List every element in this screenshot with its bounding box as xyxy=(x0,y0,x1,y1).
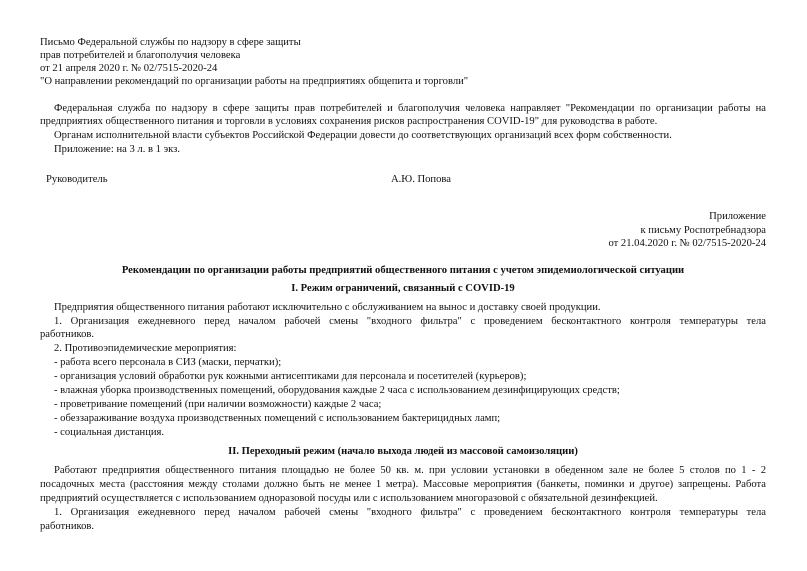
section-2-paragraph-1c: предприятий осуществляется с использованием одноразовой посуды или с использованием многоразовой с обязательной дезинфекцией. xyxy=(40,493,658,504)
section-1-heading: I. Режим ограничений, связанный с COVID-19 xyxy=(291,283,515,294)
header-line-3: от 21 апреля 2020 г. № 02/7515-2020-24 xyxy=(40,63,218,74)
list-item: - обеззараживание воздуха производственных помещений с использованием бактерицидных ламп; xyxy=(54,413,501,424)
section-2-paragraph-1b: посадочных места (расстояния между столами должно быть не менее 1 метра). Массовые мероприятия (банкеты, поминки и другое) запрещены. Работа xyxy=(40,479,766,490)
section-1-paragraph-3: 2. Противоэпидемические мероприятия: xyxy=(54,343,237,354)
section-2-paragraph-1a: Работают предприятия общественного питания площадью не более 50 кв. м. при условии установки в обеденном зале не более 5 столов по 1 - 2 xyxy=(54,465,766,476)
appendix-line-1: Приложение xyxy=(709,211,766,222)
section-1-paragraph-2a: 1. Организация ежедневного перед началом рабочей смены "входного фильтра" с проведением бесконтактного контроля температуры тела xyxy=(54,316,766,327)
document-title: Рекомендации по организации работы предприятий общественного питания с учетом эпидемиологической ситуации xyxy=(121,265,685,276)
intro-paragraph-1a: Федеральная служба по надзору в сфере защиты прав потребителей и благополучия человека направляет "Рекомендации по организации работы на xyxy=(54,103,766,114)
header-line-2: прав потребителей и благополучия человека xyxy=(40,50,241,61)
list-item: - проветривание помещений (при наличии возможности) каждые 2 часа; xyxy=(54,399,382,410)
intro-paragraph-1b: предприятиях общественного питания и торговли в условиях сохранения рисков распространения COVID-19" для руководства в работе. xyxy=(40,116,658,127)
section-2-paragraph-2b: работников. xyxy=(40,521,95,532)
list-item: - социальная дистанция. xyxy=(54,427,165,438)
section-1-paragraph-1: Предприятия общественного питания работают исключительно с обслуживанием на вынос и доставку своей продукции. xyxy=(54,302,601,313)
section-2-paragraph-2a: 1. Организация ежедневного перед началом рабочей смены "входного фильтра" с проведением бесконтактного контроля температуры тела xyxy=(54,507,766,518)
intro-paragraph-3: Приложение: на 3 л. в 1 экз. xyxy=(54,144,180,155)
section-1-paragraph-2b: работников. xyxy=(40,329,95,340)
list-item: - организация условий обработки рук кожными антисептиками для персонала и посетителей (курьеров); xyxy=(54,371,527,382)
intro-paragraph-2: Органам исполнительной власти субъектов Российской Федерации довести до соответствующих организаций всех форм собственности. xyxy=(54,130,672,141)
list-item: - влажная уборка производственных помещений, оборудования каждые 2 часа с использованием дезинфицирующих средств; xyxy=(54,385,620,396)
appendix-line-2: к письму Роспотребнадзора xyxy=(640,225,766,236)
signature-name: А.Ю. Попова xyxy=(391,174,451,185)
appendix-line-3: от 21.04.2020 г. № 02/7515-2020-24 xyxy=(608,238,766,249)
list-item: - работа всего персонала в СИЗ (маски, перчатки); xyxy=(54,357,282,368)
header-line-4: "О направлении рекомендаций по организации работы на предприятиях общепита и торговли" xyxy=(40,76,469,87)
section-2-heading: II. Переходный режим (начало выхода людей из массовой самоизоляции) xyxy=(228,446,578,457)
header-line-1: Письмо Федеральной службы по надзору в сфере защиты xyxy=(40,37,301,48)
signature-role: Руководитель xyxy=(46,174,108,185)
